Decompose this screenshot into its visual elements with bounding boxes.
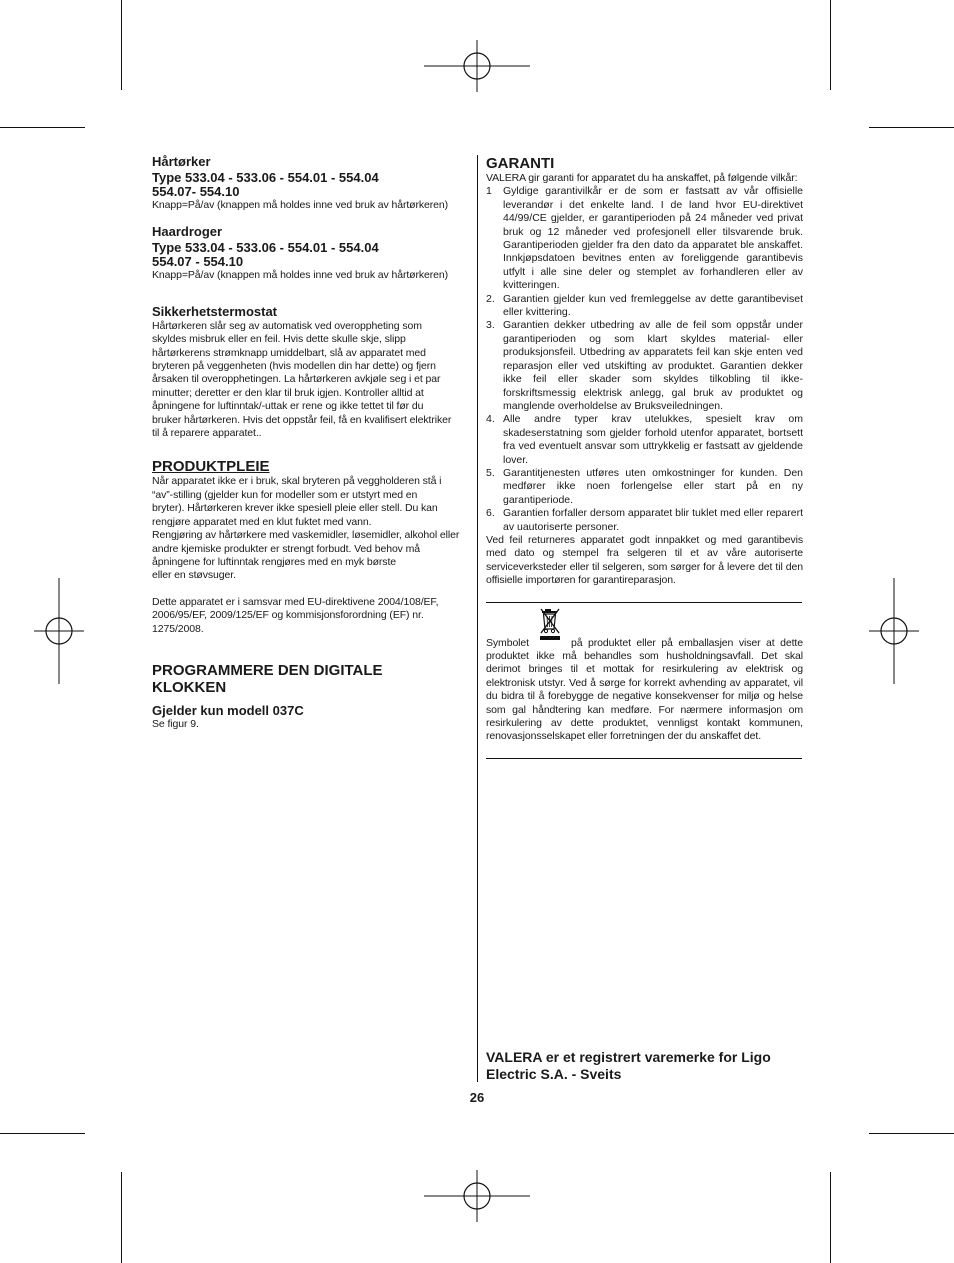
- garanti-item: [486, 185, 803, 292]
- sikkerhet-line: skyldes misbruk eller en feil. Hvis dette skulle skje, slipp: [152, 333, 406, 346]
- garanti-item: [486, 507, 803, 534]
- produktpleie-line: andre kjemiske produkter er strengt forbudt. Ved behov må: [152, 542, 421, 555]
- garanti-item-number: 3.: [486, 319, 495, 332]
- divider-top: [486, 602, 802, 603]
- crop-mark: [0, 1133, 85, 1134]
- produktpleie-line: Rengjøring av hårtørkere med vaskemidler, løsemidler, alkohol eller: [152, 529, 460, 542]
- registration-mark-top: [424, 40, 530, 92]
- section-weee: [486, 637, 803, 744]
- haardroger-title: Haardroger: [152, 224, 223, 240]
- registration-mark-right: [869, 578, 919, 684]
- sikkerhet-line: hårtørkerens strømknapp umiddelbart, slå av apparatet med: [152, 346, 426, 359]
- brand-note: [486, 1049, 802, 1083]
- compliance-line: Dette apparatet er i samsvar med EU-direktivene 2004/108/EF,: [152, 595, 439, 608]
- crop-mark: [121, 0, 122, 90]
- garanti-item-text: Garantien forfaller dersom apparatet blir tuklet med eller reparert av uautoriserte personer.: [503, 507, 803, 533]
- sikkerhet-line: bryteren på veggenheten (hvis modellen din har dette) og fjern: [152, 360, 436, 373]
- section-sikkerhet: [152, 305, 470, 441]
- klokken-note: Se figur 9.: [152, 717, 199, 730]
- garanti-item-number: 1: [486, 185, 492, 198]
- garanti-item-number: 4.: [486, 413, 495, 426]
- produktpleie-line: åpningene for luftinntak rengjøres med en myk børste: [152, 555, 397, 568]
- produktpleie-line: Når apparatet ikke er i bruk, skal bryteren på veggholderen stå i: [152, 475, 442, 488]
- haardroger-note: Knapp=På/av (knappen må holdes inne ved bruk av hårtørkeren): [152, 269, 449, 282]
- haardroger-type-line1: Type 533.04 - 533.06 - 554.01 - 554.04: [152, 240, 379, 256]
- section-klokken: [152, 662, 470, 731]
- crop-mark: [121, 1172, 122, 1263]
- garanti-closing: Ved feil returneres apparatet godt innpakket og med garantibevis med dato og stempel fra selgeren til et av våre autoriserte serviceverksteder eller til selgeren, som sørger for å levere det til den offisielle importøren for garantireparasjon.: [486, 533, 803, 587]
- weee-text: [486, 637, 803, 744]
- compliance-line: 1275/2008.: [152, 622, 204, 635]
- column-divider: [477, 155, 478, 1082]
- section-produktpleie: [152, 458, 470, 635]
- garanti-title: GARANTI: [486, 155, 555, 172]
- garanti-item-number: 5.: [486, 466, 495, 479]
- section-garanti: [486, 155, 803, 588]
- hartorker-title: Hårtørker: [152, 154, 211, 169]
- crossed-bin-icon: [540, 607, 562, 641]
- left-column: [152, 155, 470, 731]
- klokken-title-line1: PROGRAMMERE DEN DIGITALE: [152, 661, 383, 679]
- klokken-title-line2: KLOKKEN: [152, 678, 227, 696]
- weee-symbol-label: Symbolet: [486, 636, 529, 649]
- section-haardroger: [152, 225, 470, 282]
- registration-mark-left: [34, 578, 84, 684]
- sikkerhet-title: Sikkerhetstermostat: [152, 303, 277, 319]
- garanti-item: [486, 413, 803, 467]
- right-column: [486, 155, 803, 759]
- garanti-item-number: 2.: [486, 292, 495, 305]
- garanti-intro: VALERA gir garanti for apparatet du ha anskaffet, på følgende vilkår:: [486, 172, 798, 184]
- crop-mark: [869, 1133, 954, 1134]
- registration-mark-bottom: [424, 1170, 530, 1222]
- weee-text-rest: produktet ikke må behandles som husholdningsavfall. Det skal derimot bringes til et mottak for resirkulering av elektrisk og elektronisk utstyr. Ved å sørge for korrekt avhending av apparatet, vil du bidra til å forebygge de negative konsekvenser for miljø og helse som gal håndtering kan medføre. For nærmere informasjon om resirkulering av dette produktet, vennligst kontakt kommunen, renovasjonsselskapet eller forretningen der du anskaffet det.: [486, 650, 803, 743]
- produktpleie-line: rengjøre apparatet med en klut fuktet med vann.: [152, 515, 372, 528]
- klokken-subtitle: Gjelder kun modell 037C: [152, 702, 304, 718]
- sikkerhet-line: åpningene for luftinntak/-uttak er rene og ikke tettet til før du: [152, 400, 424, 413]
- produktpleie-line: “av”-stilling (gjelder kun for modeller som er utstyrt med en: [152, 488, 418, 501]
- hartorker-note: Knapp=På/av (knappen må holdes inne ved bruk av hårtørkeren): [152, 199, 449, 211]
- crop-mark: [869, 127, 954, 128]
- garanti-item-text: Garantitjenesten utføres uten omkostninger for kunden. Den medfører ikke noen forlengelse eller start på en ny garantiperiode.: [503, 466, 803, 506]
- garanti-item: [486, 467, 803, 507]
- sikkerhet-line: Hårtørkeren slår seg av automatisk ved overoppheting som: [152, 319, 422, 332]
- garanti-item-text: Garantien dekker utbedring av alle de feil som oppstår under garantiperioden og som klart skyldes material- eller produksjonsfeil. Utbedring av apparatets feil kan skje enten ved reparasjon eller ved utskifting av produktet. Garantien dekker ikke feil eller skader som skyldes tilkobling til ikke-forskriftsmessig elektrisk anlegg, gal bruk av produktet og manglende overholdelse av Bruksveiledningen.: [503, 319, 803, 412]
- section-hartorker: [152, 155, 470, 212]
- crop-mark: [830, 1172, 831, 1263]
- produktpleie-line: bryter). Hårtørkeren krever ikke spesiell pleie eller stell. Du kan: [152, 502, 438, 515]
- brand-line1: VALERA er et registrert varemerke for Ligo: [486, 1049, 771, 1065]
- sikkerhet-line: minutter; deretter er den klar til bruk igjen. Kontroller alltid at: [152, 386, 424, 399]
- brand-line2: Electric S.A. - Sveits: [486, 1066, 622, 1082]
- garanti-item: [486, 319, 803, 413]
- sikkerhet-line: årsaken til overopphetingen. La hårtørkeren avkjøle seg i et par: [152, 373, 441, 386]
- divider-bottom: [486, 758, 802, 759]
- produktpleie-title: PRODUKTPLEIE: [152, 458, 270, 476]
- garanti-item: [486, 293, 803, 320]
- haardroger-type-line2: 554.07 - 554.10: [152, 254, 244, 270]
- page-number: 26: [469, 1090, 485, 1105]
- compliance-line: 2006/95/EF, 2009/125/EF og kommisjonsforordning (EF) nr.: [152, 609, 424, 622]
- garanti-list: [486, 185, 803, 534]
- weee-text-first: på produktet eller på emballasjen viser at dette: [570, 636, 803, 649]
- garanti-item-text: Garantien gjelder kun ved fremleggelse av dette garantibeviset eller kvittering.: [503, 292, 803, 319]
- garanti-item-number: 6.: [486, 507, 495, 520]
- sikkerhet-line: bruker hårtørkeren. Hvis det oppstår feil, få en kvalifisert elektriker: [152, 413, 452, 426]
- hartorker-type-line1: Type 533.04 - 533.06 - 554.01 - 554.04: [152, 170, 379, 185]
- garanti-item-text: Gyldige garantivilkår er de som er fastsatt av vår offisielle leverandør i det enkelte land. I de land hvor EU-direktivet 44/99/CE gjelder, er garantiperioden på 24 måneder ved privat bruk og 12 måneder ved profesjonell eller tilsvarende bruk. Garantiperioden gjelder fra den dato da apparatet ble anskaffet. Innkjøpsdatoen bevitnes enten av foreliggende garantibevis utfylt i alle sine deler og stemplet av forhandleren eller av kvitteringen.: [503, 185, 803, 292]
- garanti-item-text: Alle andre typer krav utelukkes, spesielt krav om skadeserstatning som gjelder forhold utenfor apparatet, bortsett fra ved eventuelt ansvar som uttrykkelig er fastsatt av gjeldende lover.: [503, 413, 803, 466]
- sikkerhet-line: til å reparere apparatet..: [152, 427, 262, 440]
- crop-mark: [830, 0, 831, 90]
- produktpleie-line: eller en støvsuger.: [152, 569, 236, 582]
- crop-mark: [0, 127, 85, 128]
- hartorker-type-line2: 554.07- 554.10: [152, 184, 240, 199]
